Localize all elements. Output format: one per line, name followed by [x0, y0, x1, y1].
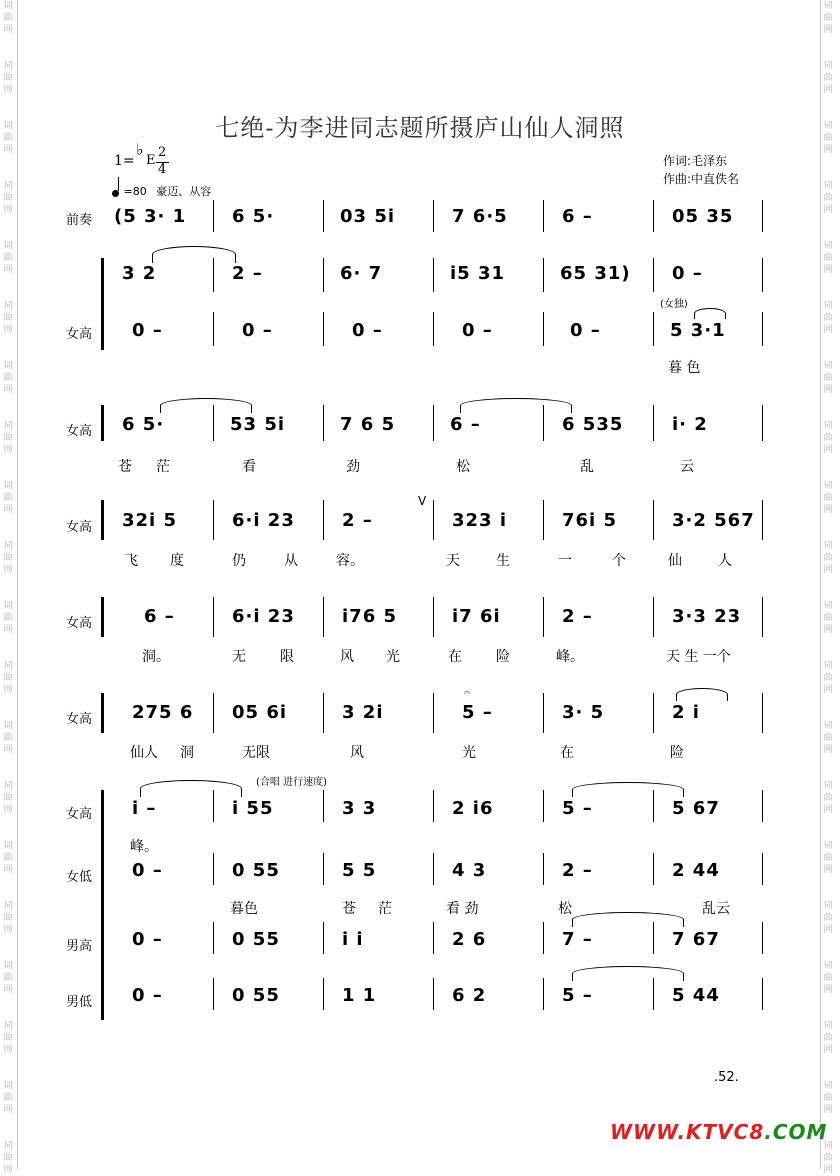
r3-lyric: 劲: [346, 459, 360, 475]
barline: [762, 790, 763, 822]
r4-lyric: 个: [612, 553, 626, 569]
r4-lyric: 生: [496, 553, 510, 569]
watermark-glyphs: 词 曲 网: [823, 421, 833, 455]
r1-m1: (5 3· 1: [114, 206, 187, 227]
r6-m5: 3· 5: [562, 702, 605, 723]
r6-m2: 05 6i: [232, 702, 288, 723]
chorus-bracket: [101, 790, 104, 1020]
r6-m4: 5 –: [462, 702, 493, 723]
watermark-glyphs: 词 曲 网: [823, 61, 833, 95]
sop-m3: 3 3: [342, 798, 377, 819]
r4-lyric: 一: [558, 553, 572, 569]
alto-lyric: 松: [558, 901, 572, 917]
barline: [653, 922, 654, 954]
r5-lyric: 光: [386, 649, 400, 665]
barline: [213, 693, 214, 733]
slur: [160, 398, 252, 413]
barline: [762, 258, 763, 292]
time-denominator: 4: [158, 162, 167, 177]
watermark-glyphs: 词 曲 网: [3, 541, 13, 575]
barline: [323, 405, 324, 441]
barline: [323, 693, 324, 733]
watermark-glyphs: 词 曲 网: [823, 841, 833, 875]
r5-m6: 3·3 23: [672, 606, 742, 627]
tenor-m5: 7 –: [562, 929, 593, 950]
sop-m5: 5 –: [562, 798, 593, 819]
r2bot-m3: 0 –: [352, 320, 383, 341]
tenor-m4: 2 6: [452, 929, 487, 950]
barline: [543, 922, 544, 954]
r4-lyric: 飞: [124, 553, 138, 569]
barline: [543, 200, 544, 232]
r6-lyric: 光: [462, 745, 476, 761]
r2bot-m2: 0 –: [242, 320, 273, 341]
r2bot-m6: 5 3·1: [670, 320, 726, 341]
barline: [433, 790, 434, 822]
watermark-glyphs: 词 曲 网: [823, 661, 833, 695]
r5-lyric: 峰。: [556, 649, 584, 665]
barline: [433, 405, 434, 441]
r3-m1: 6 5·: [122, 414, 165, 435]
watermark-glyphs: 词 曲 网: [823, 721, 833, 755]
r5-m1: 6 –: [144, 606, 175, 627]
slur: [676, 688, 728, 701]
r5-m5: 2 –: [562, 606, 593, 627]
watermark-glyphs: 词 曲 网: [3, 961, 13, 995]
barline: [323, 258, 324, 292]
watermark-glyphs: 词 曲 网: [823, 1021, 833, 1055]
bass-m1: 0 –: [132, 985, 163, 1006]
r5-lyric: 无: [232, 649, 246, 665]
label-sop-r6: 女高: [66, 712, 93, 727]
r3-lyric: 云: [680, 459, 694, 475]
r4-m3: 2 –: [342, 510, 373, 531]
watermark-glyphs: 词 曲 网: [3, 721, 13, 755]
bass-m3: 1 1: [342, 985, 377, 1006]
barline: [433, 853, 434, 885]
watermark-glyphs: 词 曲 网: [3, 1081, 13, 1115]
alto-m2: 0 55: [232, 860, 280, 881]
watermark-glyphs: 词 曲 网: [823, 121, 833, 155]
r6-lyric: 险: [670, 745, 684, 761]
r6-lyric: 风: [350, 745, 364, 761]
key-letter: E: [146, 153, 156, 168]
r4-lyric: 度: [170, 553, 184, 569]
slur: [694, 308, 726, 319]
barline: [543, 853, 544, 885]
label-prelude: 前奏: [66, 213, 93, 228]
r4-lyric: 容。: [336, 553, 364, 569]
r6-m6: 2 i: [672, 702, 700, 723]
r5-lyric: 险: [496, 649, 510, 665]
time-numerator: 2: [158, 145, 167, 160]
watermark-glyphs: 词 曲 网: [3, 421, 13, 455]
r2bot-m4: 0 –: [462, 320, 493, 341]
barline: [323, 312, 324, 346]
r2top-m6: 0 –: [672, 263, 703, 284]
label-sop-r3: 女高: [66, 424, 93, 439]
barline: [213, 312, 214, 346]
barline: [762, 978, 763, 1010]
r1-m4: 7 6·5: [452, 206, 508, 227]
r2top-m3: 6· 7: [340, 263, 383, 284]
barline: [433, 978, 434, 1010]
r1-m6: 05 35: [672, 206, 734, 227]
barline: [543, 258, 544, 292]
tenor-m1: 0 –: [132, 929, 163, 950]
sop-lyric: 峰。: [130, 839, 158, 855]
breath-mark: V: [418, 494, 427, 508]
r3-bracket: [101, 405, 104, 441]
barline: [762, 500, 763, 540]
alto-lyric: 暮色: [230, 901, 258, 917]
r6-m1: 275 6: [132, 702, 194, 723]
r5-m3: i76 5: [342, 606, 398, 627]
alto-m3: 5 5: [342, 860, 377, 881]
barline: [762, 693, 763, 733]
barline: [323, 853, 324, 885]
barline: [543, 790, 544, 822]
quarter-note-stem: [118, 177, 119, 191]
left-border-line: [17, 0, 18, 1169]
watermark-glyphs: 词 曲 网: [3, 1, 13, 35]
bass-m4: 6 2: [452, 985, 487, 1006]
watermark-glyphs: 词 曲 网: [823, 1, 833, 35]
site-text-part3: .COM: [764, 1120, 828, 1144]
watermark-glyphs: 词 曲 网: [823, 961, 833, 995]
barline: [323, 978, 324, 1010]
slur: [140, 780, 242, 797]
r3-lyric: 松: [456, 459, 470, 475]
watermark-glyphs: 词 曲 网: [823, 1141, 833, 1175]
barline: [653, 790, 654, 822]
r4-m1: 32i 5: [122, 510, 178, 531]
watermark-glyphs: 词 曲 网: [3, 1021, 13, 1055]
watermark-glyphs: 词 曲 网: [823, 181, 833, 215]
alto-lyric: 苍: [342, 901, 356, 917]
barline: [323, 790, 324, 822]
song-title: 七绝-为李进同志题所摄庐山仙人洞照: [215, 114, 625, 142]
r2bot-lyric: 暮 色: [668, 360, 701, 376]
barline: [762, 312, 763, 346]
watermark-glyphs: 词 曲 网: [823, 781, 833, 815]
site-text-part1: WWW.KTVC: [610, 1120, 750, 1144]
alto-m5: 2 –: [562, 860, 593, 881]
r4-m5: 76i 5: [562, 510, 618, 531]
r4-lyric: 天: [446, 553, 460, 569]
right-watermark-column: [822, 0, 836, 1175]
alto-m6: 2 44: [672, 860, 720, 881]
barline: [653, 200, 654, 232]
r1-m5: 6 –: [562, 206, 593, 227]
barline: [323, 922, 324, 954]
label-alto: 女低: [66, 870, 93, 885]
page-number: .52.: [714, 1070, 739, 1085]
barline: [213, 258, 214, 292]
tempo-value: =80: [123, 185, 147, 198]
watermark-glyphs: 词 曲 网: [823, 541, 833, 575]
barline: [762, 853, 763, 885]
slur: [572, 912, 684, 927]
watermark-glyphs: 词 曲 网: [3, 241, 13, 275]
slur: [572, 966, 684, 981]
barline: [762, 200, 763, 232]
watermark-glyphs: 词 曲 网: [823, 361, 833, 395]
r4-lyric: 仙: [668, 553, 682, 569]
r5-m2: 6·i 23: [232, 606, 295, 627]
watermark-glyphs: 词 曲 网: [3, 661, 13, 695]
r2-bracket: [101, 258, 104, 350]
site-text-part2: 8: [749, 1120, 765, 1144]
barline: [213, 922, 214, 954]
tenor-m2: 0 55: [232, 929, 280, 950]
r4-lyric: 从: [284, 553, 298, 569]
barline: [323, 200, 324, 232]
tempo-expression: 豪迈、从容: [156, 185, 212, 198]
r6-lyric: 无限: [242, 745, 270, 761]
barline: [433, 693, 434, 733]
watermark-glyphs: 词 曲 网: [823, 601, 833, 635]
r3-m3: 7 6 5: [340, 414, 396, 435]
watermark-glyphs: 词 曲 网: [3, 301, 13, 335]
sop-m4: 2 i6: [452, 798, 494, 819]
r5-lyric: 天 生 一个: [666, 649, 731, 665]
key-lead: 1=: [114, 153, 135, 169]
watermark-glyphs: 词 曲 网: [3, 121, 13, 155]
barline: [433, 500, 434, 540]
r5-lyric: 风: [340, 649, 354, 665]
barline: [653, 405, 654, 441]
r3-lyric: 乱: [580, 459, 594, 475]
right-border-line: [820, 0, 821, 1169]
bass-m2: 0 55: [232, 985, 280, 1006]
flat-sign: ♭: [136, 140, 144, 159]
watermark-glyphs: 词 曲 网: [3, 841, 13, 875]
solo-annotation: (女独): [660, 299, 688, 310]
label-tenor: 男高: [66, 939, 93, 954]
r5-lyric: 洞。: [142, 649, 170, 665]
slur: [460, 398, 572, 413]
tempo-marking: [112, 181, 211, 199]
barline: [213, 790, 214, 822]
barline: [433, 597, 434, 637]
r3-lyric: 茫: [156, 459, 170, 475]
watermark-glyphs: 词 曲 网: [3, 1141, 13, 1175]
watermark-glyphs: 词 曲 网: [3, 361, 13, 395]
r6-lyric: 仙人: [130, 745, 158, 761]
r4-lyric: 人: [718, 553, 732, 569]
barline: [762, 597, 763, 637]
slur: [572, 782, 684, 797]
barline: [213, 853, 214, 885]
alto-m1: 0 –: [132, 860, 163, 881]
barline: [543, 978, 544, 1010]
watermark-glyphs: 词 曲 网: [823, 901, 833, 935]
watermark-glyphs: 词 曲 网: [3, 481, 13, 515]
barline: [653, 258, 654, 292]
barline: [213, 200, 214, 232]
barline: [543, 405, 544, 441]
r5-m4: i7 6i: [452, 606, 501, 627]
barline: [213, 405, 214, 441]
quarter-note-icon: [112, 190, 119, 197]
label-bass: 男低: [66, 995, 93, 1010]
barline: [653, 978, 654, 1010]
barline: [433, 312, 434, 346]
barline: [433, 258, 434, 292]
barline: [543, 500, 544, 540]
barline: [323, 500, 324, 540]
r4-m6: 3·2 567: [672, 510, 755, 531]
alto-m4: 4 3: [452, 860, 487, 881]
fermata-icon: 𝄐: [464, 686, 471, 699]
r4-lyric: 仍: [232, 553, 246, 569]
barline: [543, 693, 544, 733]
watermark-glyphs: 词 曲 网: [823, 241, 833, 275]
sop-m6: 5 67: [672, 798, 720, 819]
slur: [152, 246, 236, 263]
r2top-m2: 2 –: [232, 263, 263, 284]
alto-lyric: 茫: [378, 901, 392, 917]
barline: [213, 597, 214, 637]
r1-m3: 03 5i: [340, 206, 396, 227]
composer-credit: 作曲:中直佚名: [663, 172, 740, 186]
r3-m2: 53 5i: [230, 414, 286, 435]
barline: [543, 312, 544, 346]
alto-lyric: 看 劲: [446, 901, 479, 917]
bass-m5: 5 –: [562, 985, 593, 1006]
r1-m2: 6 5·: [232, 206, 275, 227]
tenor-m3: i i: [342, 929, 364, 950]
r5-lyric: 在: [448, 649, 462, 665]
barline: [653, 853, 654, 885]
left-watermark-column: [2, 0, 16, 1175]
r2bot-m1: 0 –: [132, 320, 163, 341]
r6-lyric: 在: [560, 745, 574, 761]
r2top-m1: 3 2: [122, 263, 157, 284]
label-sop-r5: 女高: [66, 616, 93, 631]
r3-m6: i· 2: [672, 414, 708, 435]
site-watermark: [610, 1120, 827, 1144]
r6-lyric: 洞: [180, 745, 194, 761]
r5-lyric: 限: [280, 649, 294, 665]
r3-lyric: 苍: [118, 459, 132, 475]
barline: [653, 597, 654, 637]
r6-m3: 3 2i: [342, 702, 384, 723]
chorus-annotation: (合唱 进行速度): [256, 777, 327, 788]
barline: [653, 500, 654, 540]
watermark-glyphs: 词 曲 网: [3, 781, 13, 815]
tenor-m6: 7 67: [672, 929, 720, 950]
watermark-glyphs: 词 曲 网: [823, 481, 833, 515]
r6-bracket: [101, 693, 104, 733]
watermark-glyphs: 词 曲 网: [3, 601, 13, 635]
barline: [213, 500, 214, 540]
r3-lyric: 看: [242, 459, 256, 475]
watermark-glyphs: 词 曲 网: [3, 901, 13, 935]
bass-m6: 5 44: [672, 985, 720, 1006]
barline: [433, 200, 434, 232]
watermark-glyphs: 词 曲 网: [3, 181, 13, 215]
r4-m4: 323 i: [452, 510, 508, 531]
label-sop-r2: 女高: [66, 327, 93, 342]
barline: [653, 312, 654, 346]
sop-m2: i 55: [232, 798, 274, 819]
barline: [762, 922, 763, 954]
barline: [323, 597, 324, 637]
r3-m5: 6 535: [562, 414, 624, 435]
watermark-glyphs: 词 曲 网: [823, 301, 833, 335]
r2bot-m5: 0 –: [570, 320, 601, 341]
barline: [762, 405, 763, 441]
r2top-m5: 65 31): [560, 263, 631, 284]
label-sop-r4: 女高: [66, 520, 93, 535]
barline: [213, 978, 214, 1010]
r4-bracket: [101, 500, 104, 540]
r3-m4: 6 –: [450, 414, 481, 435]
r4-m2: 6·i 23: [232, 510, 295, 531]
barline: [433, 922, 434, 954]
watermark-glyphs: 词 曲 网: [3, 61, 13, 95]
barline: [653, 693, 654, 733]
sop-m1: i –: [132, 798, 157, 819]
r2top-m4: i5 31: [450, 263, 506, 284]
watermark-glyphs: 词 曲 网: [823, 1081, 833, 1115]
barline: [543, 597, 544, 637]
label-sop-chorus: 女高: [66, 807, 93, 822]
lyricist-credit: 作词:毛泽东: [663, 154, 728, 168]
r5-bracket: [101, 597, 104, 637]
alto-lyric: 乱云: [702, 901, 730, 917]
